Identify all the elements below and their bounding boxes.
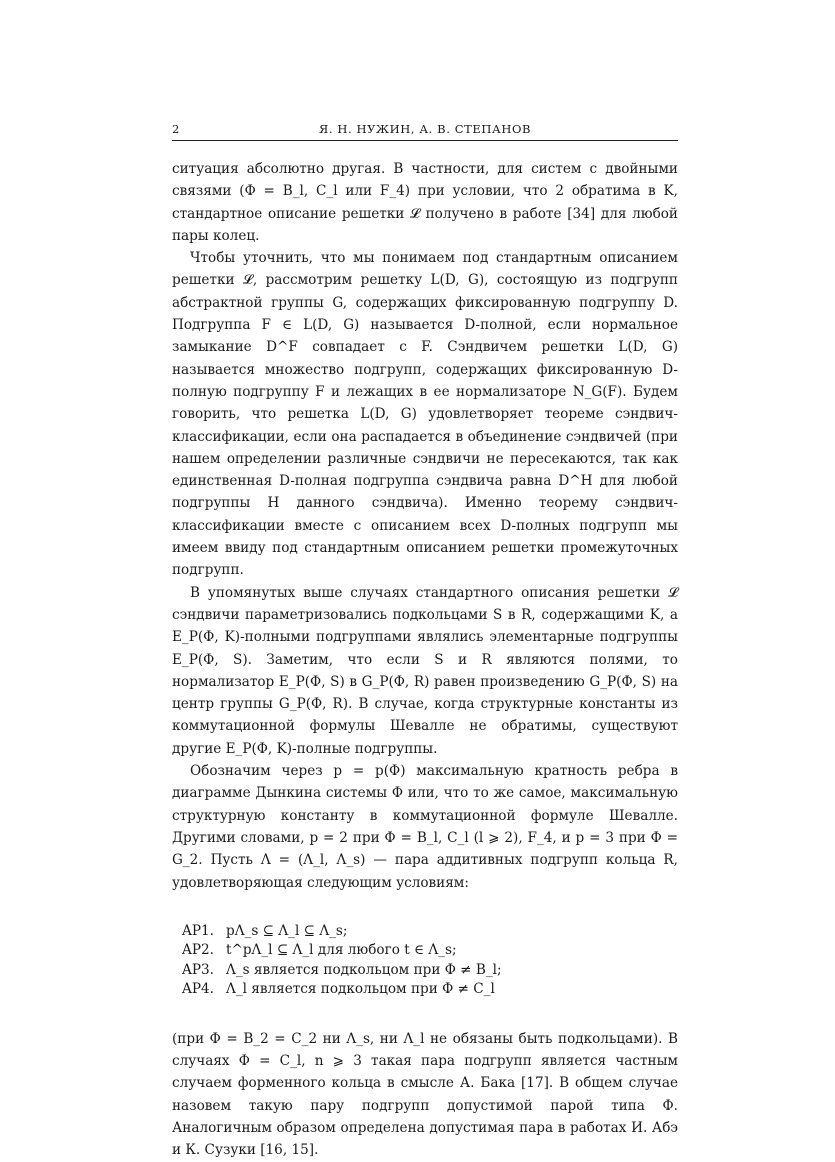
conditions-list bbox=[172, 922, 678, 1000]
paragraph: Обозначим через p = p(Φ) максимальную кратность ребра в диаграмме Дынкина системы Φ или, что то же самое, максимальную структурную константу в коммутационной формуле Шевалле. Другими словами, p = 2 при Φ = B_l, C_l (l ⩾ 2), F_4, и p = 3 при Φ = G_2. Пусть Λ = (Λ_l, Λ_s) — пара аддитивных подгрупп кольца R, удовлетворяющая следующим условиям: bbox=[172, 763, 678, 891]
condition-item bbox=[182, 941, 678, 961]
header-rule bbox=[172, 140, 678, 141]
condition-label: AP2. bbox=[182, 942, 214, 959]
condition-text: Λ_l является подкольцом при Φ ≠ C_l bbox=[226, 981, 495, 998]
main-text bbox=[172, 158, 678, 1162]
running-head-authors: Я. Н. НУЖИН, А. В. СТЕПАНОВ bbox=[318, 122, 532, 136]
condition-label: AP4. bbox=[182, 981, 214, 998]
paragraph: В упомянутых выше случаях стандартного описания решетки 𝓛 сэндвичи параметризовались подкольцами S в R, содержащими K, а E_P(Φ, K)-полными подгруппами являлись элементарные подгруппы E_P(Φ, S). Заметим, что если S и R являются полями, то нормализатор E_P(Φ, S) в G_P(Φ, R) равен произведению G_P(Φ, S) на центр группы G_P(Φ, R). В случае, когда структурные константы из коммутационной формулы Шевалле не обратимы, существуют другие E_P(Φ, K)-полные подгруппы. bbox=[172, 584, 678, 757]
condition-text: Λ_s является подкольцом при Φ ≠ B_l; bbox=[226, 961, 502, 978]
running-header bbox=[172, 120, 678, 138]
paragraph: ситуация абсолютно другая. В частности, для систем с двойными связями (Φ = B_l, C_l или F_4) при условии, что 2 обратима в K, стандартное описание решетки 𝓛 получено в работе [34] для любой пары колец. bbox=[172, 161, 678, 244]
condition-label: AP1. bbox=[182, 922, 214, 939]
condition-text: pΛ_s ⊆ Λ_l ⊆ Λ_s; bbox=[226, 922, 348, 939]
paragraph: (при Φ = B_2 = C_2 ни Λ_s, ни Λ_l не обязаны быть подкольцами). В случаях Φ = C_l, n ⩾ 3 такая пара подгрупп является частным случаем форменного кольца в смысле А. Бака [17]. В общем случае назовем такую пару подгрупп допустимой парой типа Φ. Аналогичным образом определена допустимая пара в работах И. Абэ и К. Сузуки [16, 15]. bbox=[172, 1030, 678, 1159]
condition-label: AP3. bbox=[182, 961, 214, 978]
page-number: 2 bbox=[172, 122, 180, 136]
condition-text: t^pΛ_l ⊆ Λ_l для любого t ∈ Λ_s; bbox=[226, 942, 457, 959]
condition-item bbox=[182, 980, 678, 1000]
page bbox=[172, 120, 678, 1162]
paragraph: Чтобы уточнить, что мы понимаем под стандартным описанием решетки 𝓛, рассмотрим решетку L(D, G), состоящую из подгрупп абстрактной группы G, содержащих фиксированную подгруппу D. Подгруппа F ∈ L(D, G) называется D-полной, если нормальное замыкание D^F совпадает с F. Сэндвичем решетки L(D, G) называется множество подгрупп, содержащих фиксированную D-полную подгруппу F и лежащих в ее нормализаторе N_G(F). Будем говорить, что решетка L(D, G) удовлетворяет теореме сэндвич-классификации, если она распадается в объединение сэндвичей (при нашем определении различные сэндвичи не пересекаются, так как единственная D-полная подгруппа сэндвича равна D^H для любой подгруппы H данного сэндвича). Именно теорему сэндвич-классификации вместе с описанием всех D-полных подгрупп мы имеем ввиду под стандартным описанием решетки промежуточных подгрупп. bbox=[172, 250, 678, 579]
condition-item bbox=[182, 922, 678, 942]
condition-item bbox=[182, 961, 678, 981]
